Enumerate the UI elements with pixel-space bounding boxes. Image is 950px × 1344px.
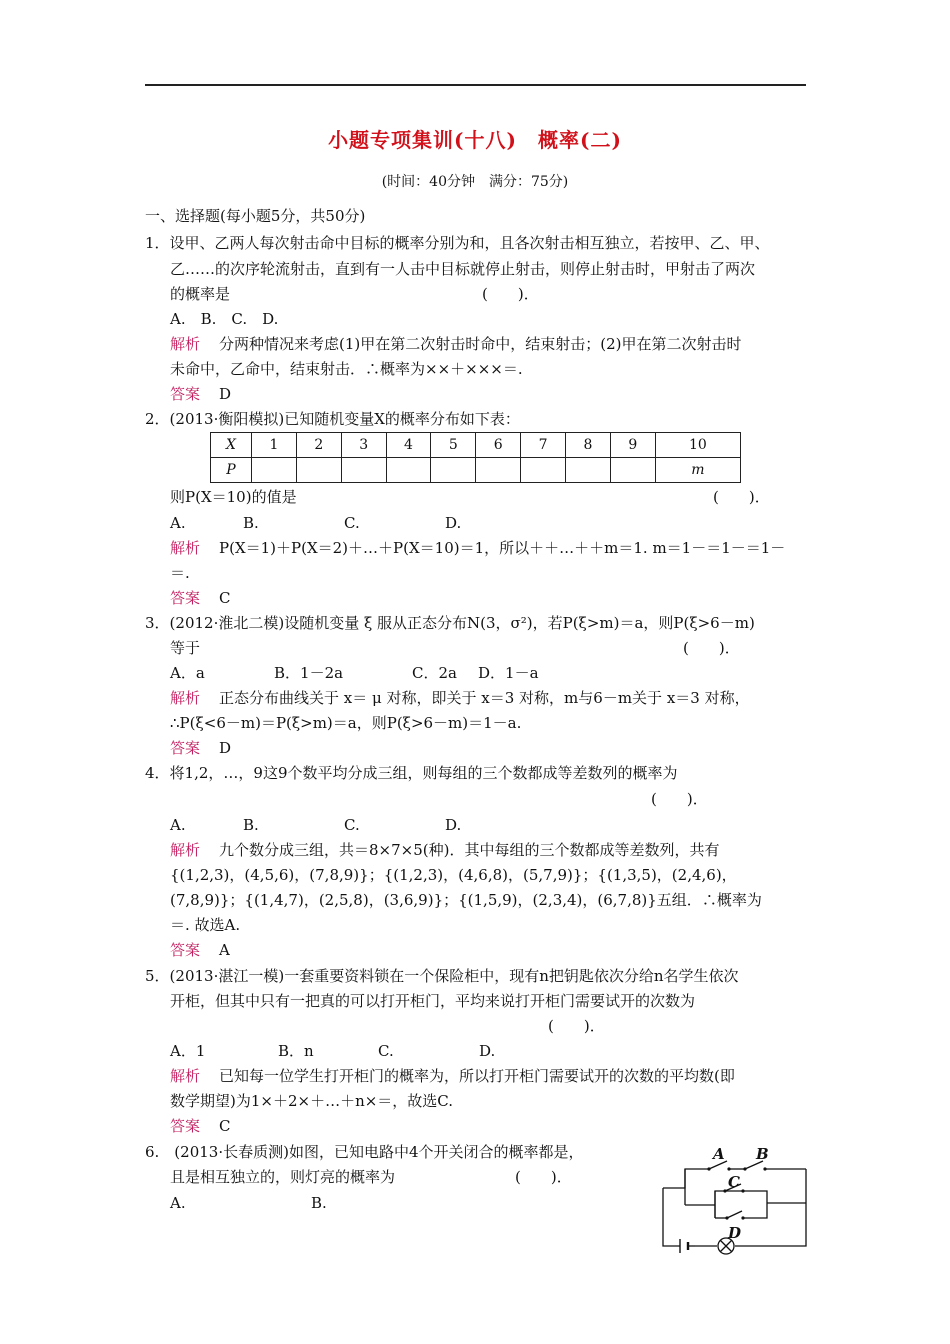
switch-label-b: B [756, 1145, 769, 1163]
q4-answer: A [219, 941, 230, 959]
q3-solution-1: 正态分布曲线关于 x＝ μ 对称，即关于 x＝3 对称，m与6－m关于 x＝3 对称， [219, 689, 750, 707]
table-cell: m [655, 458, 740, 483]
q4-answer-label: 答案 [170, 941, 201, 959]
table-cell [610, 458, 655, 483]
q1-line-3: 的概率是 [170, 285, 231, 303]
q2-answer-paren: ( )． [713, 488, 770, 506]
q1-solution-2: 未命中，乙命中，结束射击．∴概率为××＋×××＝. [170, 360, 523, 378]
table-cell [252, 458, 297, 483]
q1-line-1: 1．设甲、乙两人每次射击命中目标的概率分别为和，且各次射击相互独立，若按甲、乙、甲、 [145, 234, 770, 252]
q1-solution-1: 分两种情况来考虑(1)甲在第二次射击时命中，结束射击；(2)甲在第二次射击时 [219, 335, 742, 353]
q5-option-a: A．1 [170, 1042, 206, 1060]
table-cell: 2 [296, 433, 341, 458]
q1-answer-paren: ( )． [482, 285, 539, 303]
table-cell [566, 458, 611, 483]
table-row [211, 458, 741, 483]
q6-line-1: 6. (2013·长春质测)如图，已知电路中4个开关闭合的概率都是， [145, 1143, 584, 1161]
q3-line-1: 3．(2012·淮北二模)设随机变量 ξ 服从正态分布N(3，σ²)，若P(ξ>m)＝a，则P(ξ>6－m) [145, 614, 755, 632]
q4-answer-paren: ( )． [651, 790, 708, 808]
top-rule [145, 84, 806, 86]
table-cell [296, 458, 341, 483]
switch-label-c: C [728, 1173, 740, 1191]
q5-option-b: B．n [278, 1042, 314, 1060]
q3-line-2: 等于 [170, 639, 201, 657]
switch-label-d: D [728, 1224, 742, 1242]
q3-answer: D [219, 739, 232, 757]
table-cell [341, 458, 386, 483]
q1-solution-label: 解析 [170, 335, 201, 353]
q2-option-c: C. [344, 514, 360, 532]
q3-option-a: A．a [170, 664, 205, 682]
q5-solution-label: 解析 [170, 1067, 201, 1085]
q5-line-1: 5．(2013·湛江一模)一套重要资料锁在一个保险柜中，现有n把钥匙依次分给n名学生依次 [145, 967, 739, 985]
q3-option-d: D．1－a [478, 664, 539, 682]
q6-answer-paren: ( )． [515, 1168, 572, 1186]
q5-answer-label: 答案 [170, 1117, 201, 1135]
table-cell: P [211, 458, 252, 483]
q4-option-c: C. [344, 816, 360, 834]
q1-line-2: 乙……的次序轮流射击，直到有一人击中目标就停止射击，则停止射击时，甲射击了两次 [170, 260, 756, 278]
table-cell: 1 [252, 433, 297, 458]
q1-answer-label: 答案 [170, 385, 201, 403]
q2-line-2: 则P(X＝10)的值是 [170, 488, 297, 506]
q2-answer-label: 答案 [170, 589, 201, 607]
q2-option-a: A. [170, 514, 186, 532]
q4-option-a: A. [170, 816, 186, 834]
q4-option-d: D. [445, 816, 462, 834]
q5-solution-2: 数学期望)为1×＋2×＋…＋n×＝，故选C. [170, 1092, 454, 1110]
section-heading: 一、选择题(每小题5分，共50分) [145, 207, 366, 225]
table-cell: 9 [610, 433, 655, 458]
table-cell: 4 [386, 433, 431, 458]
q5-answer: C [219, 1117, 231, 1135]
q2-answer: C [219, 589, 231, 607]
q5-solution-1: 已知每一位学生打开柜门的概率为，所以打开柜门需要试开的次数的平均数(即 [219, 1067, 735, 1085]
q6-option-b: B. [311, 1194, 327, 1212]
table-cell [521, 458, 566, 483]
q5-option-c: C. [378, 1042, 394, 1060]
q4-solution-1: 九个数分成三组，共＝8×7×5(种)．其中每组的三个数都成等差数列，共有 [219, 841, 720, 859]
q5-answer-paren: ( )． [548, 1017, 605, 1035]
q4-solution-label: 解析 [170, 841, 201, 859]
q2-solution-2: ＝. [170, 564, 190, 582]
q4-solution-2: {(1,2,3)，(4,5,6)，(7,8,9)}；{(1,2,3)，(4,6,8)，(5,7,9)}；{(1,3,5)，(2,4,6)， [170, 866, 737, 884]
q3-solution-label: 解析 [170, 689, 201, 707]
q6-option-a: A. [170, 1194, 186, 1212]
distribution-table [210, 432, 741, 483]
q4-line-1: 4．将1,2，…，9这9个数平均分成三组，则每组的三个数都成等差数列的概率为 [145, 764, 678, 782]
q4-solution-4: ＝. 故选A. [170, 916, 241, 934]
q3-answer-label: 答案 [170, 739, 201, 757]
table-cell: X [211, 433, 252, 458]
table-cell [431, 458, 476, 483]
q3-solution-2: ∴P(ξ<6－m)＝P(ξ>m)＝a，则P(ξ>6－m)＝1－a. [170, 714, 522, 732]
table-cell: 3 [341, 433, 386, 458]
table-cell: 10 [655, 433, 740, 458]
table-row [211, 433, 741, 458]
q1-answer: D [219, 385, 232, 403]
q3-answer-paren: ( )． [683, 639, 740, 657]
q4-solution-3: (7,8,9)}；{(1,4,7)，(2,5,8)，(3,6,9)}；{(1,5,9)，(2,3,4)，(6,7,8)}五组．∴概率为 [170, 891, 762, 909]
q2-option-b: B. [243, 514, 259, 532]
q5-option-d: D. [479, 1042, 496, 1060]
q2-option-d: D. [445, 514, 462, 532]
q2-solution-label: 解析 [170, 539, 201, 557]
q3-option-b: B．1－2a [274, 664, 344, 682]
q5-line-2: 开柜，但其中只有一把真的可以打开柜门，平均来说打开柜门需要试开的次数为 [170, 992, 696, 1010]
q6-line-2: 且是相互独立的，则灯亮的概率为 [170, 1168, 396, 1186]
table-cell: 8 [566, 433, 611, 458]
switch-label-a: A [713, 1145, 725, 1163]
q3-option-c: C．2a [412, 664, 457, 682]
table-cell [476, 458, 521, 483]
page-subtitle: (时间：40分钟 满分：75分) [381, 174, 569, 190]
q1-options: A. B. C. D. [170, 310, 279, 328]
table-cell: 5 [431, 433, 476, 458]
table-cell: 6 [476, 433, 521, 458]
page-title: 小题专项集训(十八) 概率(二) [328, 128, 622, 152]
q2-solution-1: P(X＝1)＋P(X＝2)＋…＋P(X＝10)＝1，所以＋＋…＋＋m＝1. m＝1－＝1－＝1－ [219, 539, 786, 557]
table-cell: 7 [521, 433, 566, 458]
table-cell [386, 458, 431, 483]
circuit-diagram [655, 1143, 815, 1261]
q2-line-1: 2．(2013·衡阳模拟)已知随机变量X的概率分布如下表： [145, 410, 520, 428]
q4-option-b: B. [243, 816, 259, 834]
